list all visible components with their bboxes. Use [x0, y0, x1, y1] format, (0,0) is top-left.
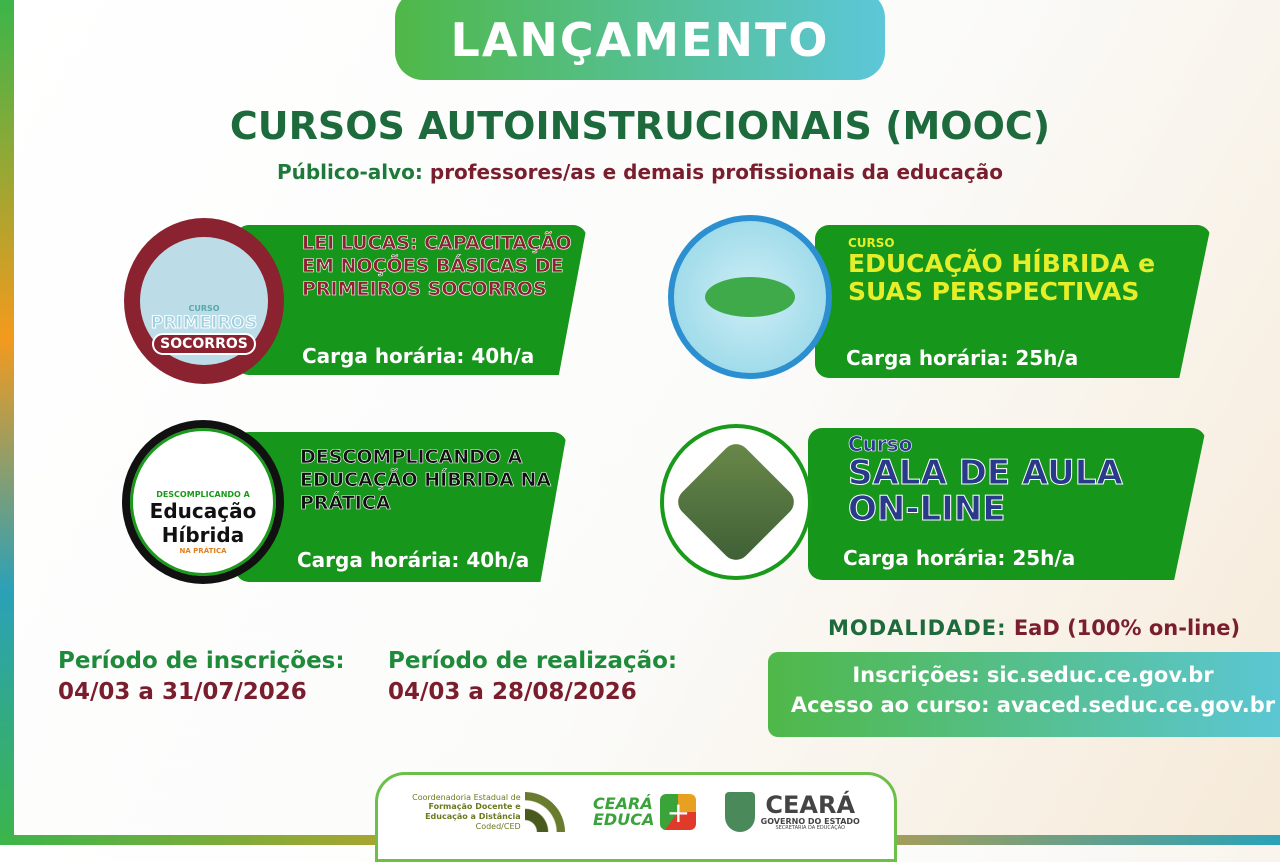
- logo-line: NA PRÁTICA: [179, 546, 227, 555]
- enrollment-label: Período de inscrições:: [58, 648, 345, 674]
- course-logo-sala-de-aula: [660, 424, 812, 580]
- coded-logo: [412, 792, 565, 832]
- course-title: LEI LUCAS: CAPACITAÇÃO EM NOÇÕES BÁSICAS DE PRIMEIROS SOCORROS: [302, 232, 572, 300]
- execution-period: [388, 646, 677, 708]
- modality: [828, 614, 1240, 642]
- coded-line: Coordenadoria Estadual de: [412, 792, 521, 802]
- course-kicker: Curso: [848, 432, 913, 456]
- course-title: DESCOMPLICANDO A EDUCAÇÃO HÍBRIDA NA PRÁTICA: [300, 446, 552, 514]
- wifi-arc-icon: [525, 792, 565, 832]
- course-hours: Carga horária: 25h/a: [843, 546, 1076, 570]
- course-kicker: CURSO: [848, 236, 895, 250]
- links-box: [768, 652, 1280, 737]
- course-title: EDUCAÇÃO HÍBRIDA e SUAS PERSPECTIVAS: [848, 249, 1156, 306]
- coded-line: Formação Docente e: [428, 802, 521, 812]
- logo-line: CEARÁ: [765, 790, 856, 819]
- page-title: CURSOS AUTOINSTRUCIONAIS (MOOC): [229, 104, 1051, 148]
- logo-line: GOVERNO DO ESTADO: [760, 816, 860, 826]
- logo-kicker: CURSO: [188, 304, 220, 313]
- logo-line: PRIMEIROS: [150, 313, 258, 333]
- execution-label: Período de realização:: [388, 648, 678, 674]
- launch-badge-text: LANÇAMENTO: [450, 13, 830, 67]
- logo-line: SECRETARIA DA EDUCAÇÃO: [775, 825, 845, 832]
- course-hours: Carga horária: 40h/a: [297, 548, 530, 572]
- access-link[interactable]: Acesso ao curso: avaced.seduc.ce.gov.br: [790, 693, 1276, 718]
- course-title: SALA DE AULA ON-LINE: [848, 453, 1123, 529]
- logo-line: EDUCA: [593, 810, 655, 829]
- course-logo-educacao-hibrida: [668, 215, 832, 379]
- course-logo-descomplicando: [122, 420, 284, 584]
- modality-label: MODALIDADE:: [828, 616, 1007, 640]
- logo-line: CEARÁ: [593, 794, 653, 813]
- online-class-icon: [672, 438, 799, 565]
- course-hours: Carga horária: 40h/a: [302, 344, 535, 368]
- governo-ceara-logo: [725, 792, 860, 832]
- logo-line: DESCOMPLICANDO A: [156, 489, 250, 499]
- course-logo-primeiros-socorros: [124, 218, 284, 384]
- audience: [0, 160, 1280, 184]
- modality-value: EaD (100% on-line): [1013, 616, 1241, 640]
- coded-line: Educação a Distância: [425, 812, 521, 821]
- footer-logos: [375, 772, 897, 862]
- enrollment-period: [58, 646, 345, 708]
- enroll-link[interactable]: Inscrições: sic.seduc.ce.gov.br: [852, 663, 1214, 687]
- plus-icon: +: [660, 794, 696, 830]
- logo-line: SOCORROS: [152, 333, 256, 355]
- logo-line: Híbrida: [161, 522, 245, 547]
- enrollment-dates: 04/03 a 31/07/2026: [58, 679, 307, 706]
- audience-value: professores/as e demais profissionais da educação: [429, 160, 1004, 184]
- globe-illustration: [705, 277, 795, 317]
- course-hours: Carga horária: 25h/a: [846, 346, 1079, 370]
- audience-label: Público-alvo:: [276, 160, 423, 184]
- state-coat-of-arms-icon: [725, 792, 755, 832]
- logo-line: Educação: [149, 498, 257, 523]
- coded-line: Coded/CED: [475, 821, 521, 831]
- execution-dates: 04/03 a 28/08/2026: [388, 679, 637, 706]
- ceara-educa-logo: [593, 794, 696, 830]
- launch-badge: [395, 0, 885, 80]
